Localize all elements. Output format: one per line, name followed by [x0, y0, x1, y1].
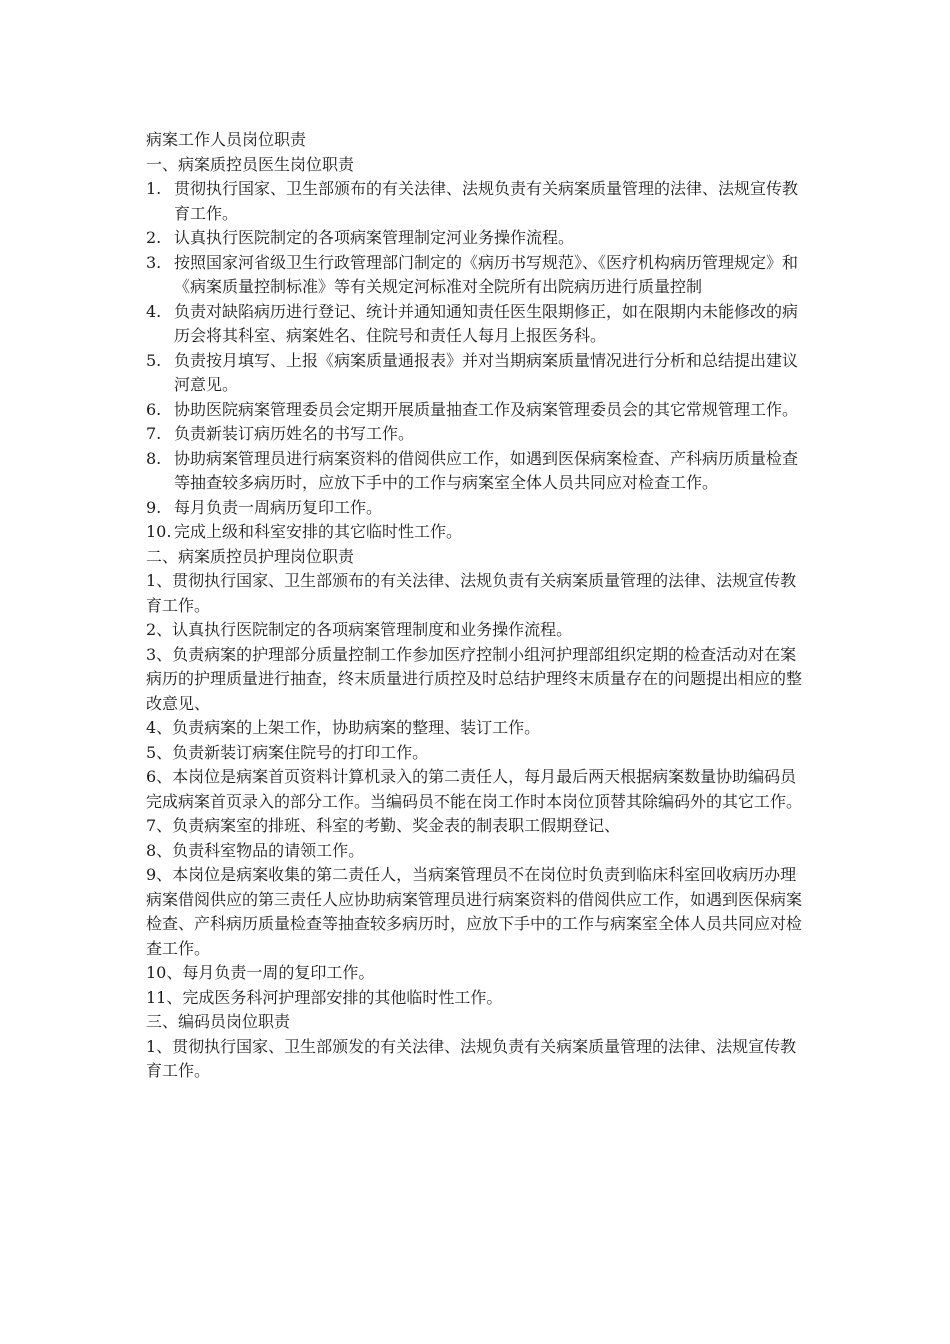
list-item-number: 8. [146, 448, 162, 468]
list-item-number: 3. [146, 252, 162, 272]
document-page [146, 128, 806, 1084]
list-item [146, 349, 806, 398]
list-item [146, 447, 806, 496]
list-item [146, 520, 806, 545]
list-item-number: 5. [146, 350, 162, 370]
paragraph-item: 6、本岗位是病案首页资料计算机录入的第二责任人，每月最后两天根据病案数量协助编码员完成病案首页录入的部分工作。当编码员不能在岗工作时本岗位顶替其除编码外的其它工作。 [146, 767, 803, 811]
list-item-text: 按照国家河省级卫生行政管理部门制定的《病历书写规范》、《医疗机构病历管理规定》和《病案质量控制标准》等有关规定河标准对全院所有出院病历进行质量控制 [174, 252, 799, 296]
list-item-number: 10. [146, 522, 172, 541]
list-item [146, 300, 806, 349]
paragraph-item: 10、每月负责一周的复印工作。 [146, 963, 375, 982]
list-item [146, 177, 806, 226]
list-item [146, 422, 806, 447]
list-item-text: 负责对缺陷病历进行登记、统计并通知通知责任医生限期修正，如在限期内未能修改的病历会将其科室、病案姓名、住院号和责任人每月上报医务科。 [174, 301, 799, 345]
paragraph-item: 9、本岗位是病案收集的第二责任人，当病案管理员不在岗位时负责到临床科室回收病历办理病案借阅供应的第三责任人应协助病案管理员进行病案资料的借阅供应工作，如遇到医保病案检查、产科病历质量检查等抽查较多病历时，应放下手中的工作与病案室全体人员共同应对检查工作。 [146, 865, 803, 958]
paragraph-item: 2、认真执行医院制定的各项病案管理制度和业务操作流程。 [146, 620, 573, 639]
list-item-number: 6. [146, 399, 162, 419]
list-item [146, 251, 806, 300]
list-item [146, 398, 806, 423]
list-item-text: 贯彻执行国家、卫生部颁布的有关法律、法规负责有关病案质量管理的法律、法规宣传教育工作。 [174, 179, 799, 223]
list-item-text: 协助医院病案管理委员会定期开展质量抽查工作及病案管理委员会的其它常规管理工作。 [174, 399, 799, 419]
list-item-number: 9. [146, 497, 162, 517]
section-2-heading: 二、病案质控员护理岗位职责 [146, 546, 355, 566]
paragraph-item: 11、完成医务科河护理部安排的其他临时性工作。 [146, 987, 503, 1007]
paragraph-item: 1、贯彻执行国家、卫生部颁布的有关法律、法规负责有关病案质量管理的法律、法规宣传教育工作。 [146, 571, 797, 615]
paragraph-item: 8、负责科室物品的请领工作。 [146, 840, 365, 860]
paragraph-item: 7、负责病案室的排班、科室的考勤、奖金表的制表职工假期登记、 [146, 816, 621, 835]
list-item-text: 负责按月填写、上报《病案质量通报表》并对当期病案质量情况进行分析和总结提出建议河意见。 [174, 350, 799, 394]
paragraph-item: 4、负责病案的上架工作，协助病案的整理、装订工作。 [146, 718, 541, 737]
paragraph-item: 3、负责病案的护理部分质量控制工作参加医疗控制小组河护理部组织定期的检查活动对在案病历的护理质量进行抽查，终末质量进行质控及时总结护理终末质量存在的问题提出相应的整改意见、 [146, 644, 803, 713]
list-item-number: 1. [146, 179, 162, 198]
list-item [146, 226, 806, 251]
list-item-number: 4. [146, 301, 162, 321]
list-item-text: 负责新装订病历姓名的书写工作。 [174, 424, 415, 443]
paragraph-item: 5、负责新装订病案住院号的打印工作。 [146, 742, 429, 762]
list-item-text: 每月负责一周病历复印工作。 [174, 497, 383, 517]
section-1-heading: 一、病案质控员医生岗位职责 [146, 154, 355, 174]
section-3-heading: 三、编码员岗位职责 [146, 1012, 291, 1031]
document-title: 病案工作人员岗位职责 [146, 130, 307, 149]
list-item-number: 2. [146, 228, 162, 247]
list-item-number: 7. [146, 424, 162, 443]
list-item-text: 完成上级和科室安排的其它临时性工作。 [174, 522, 463, 541]
list-item-text: 认真执行医院制定的各项病案管理制定河业务操作流程。 [174, 228, 575, 247]
list-item [146, 496, 806, 521]
paragraph-item: 1、贯彻执行国家、卫生部颁发的有关法律、法规负责有关病案质量管理的法律、法规宣传教育工作。 [146, 1036, 797, 1080]
list-item-text: 协助病案管理员进行病案资料的借阅供应工作，如遇到医保病案检查、产科病历质量检查等抽查较多病历时，应放下手中的工作与病案室全体人员共同应对检查工作。 [174, 448, 799, 492]
